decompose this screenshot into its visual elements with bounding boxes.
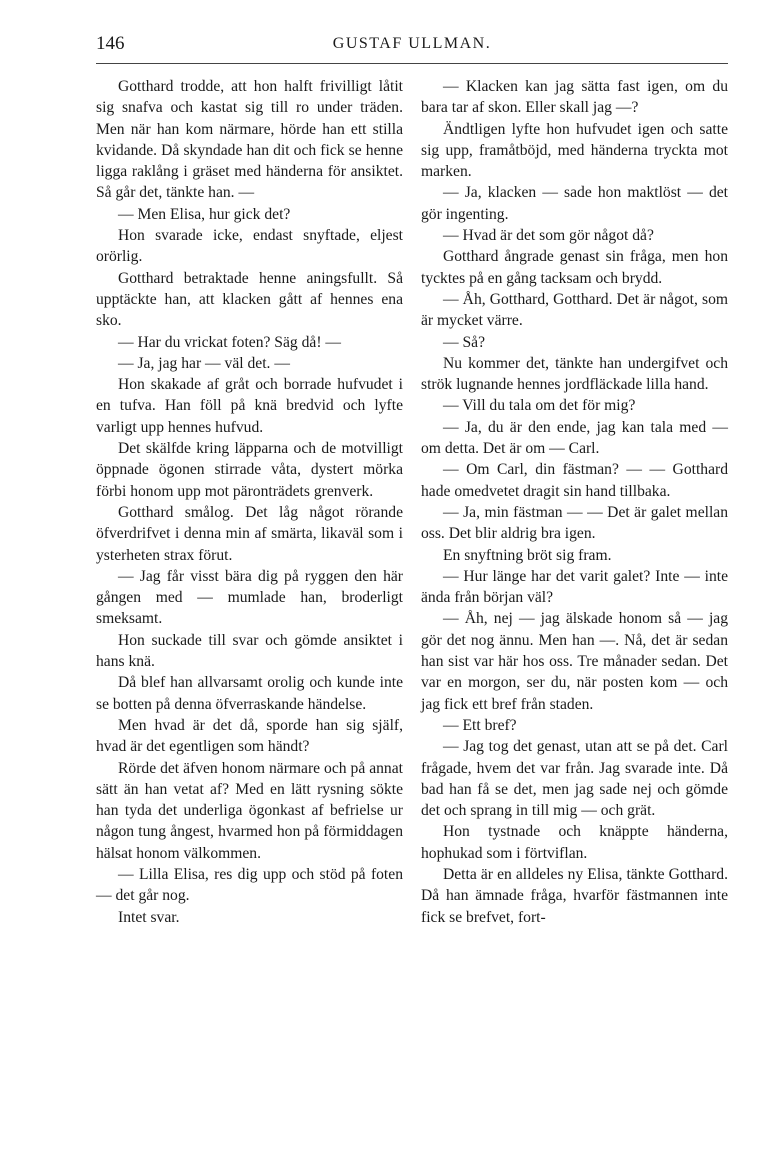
paragraph: — Hur länge har det varit galet? Inte — inte ända från början väl? — [421, 567, 728, 607]
paragraph: Ändtligen lyfte hon hufvudet igen och satte sig upp, framåtböjd, med händerna tryckta mot marken. — [421, 120, 728, 181]
paragraph: — Ja, du är den ende, jag kan tala med — om detta. Det är om — Carl. — [421, 418, 728, 458]
paragraph: Hon suckade till svar och gömde ansiktet i hans knä. — [96, 631, 403, 671]
paragraph: — Vill du tala om det för mig? — [443, 397, 636, 415]
right-text-column — [421, 76, 728, 928]
paragraph: Gotthard trodde, att hon halft frivilligt låtit sig snafva och kastat sig till ro under träden. Men när han kom närmare, hörde han ett stilla kvidande. Då skyndade han dit och fick se henne ligga raklång i gräset med händerna för ansiktet. Så går det, tänkte han. — — [96, 78, 403, 202]
left-text-column — [96, 76, 403, 928]
paragraph: Gotthard ångrade genast sin fråga, men hon tycktes på en gång tacksam och brydd. — [421, 248, 728, 287]
paragraph: — Har du vrickat foten? Säg då! — — [118, 333, 342, 351]
paragraph: — Ja, min fästman — — Det är galet mellan oss. Det blir aldrig bra igen. — [421, 503, 728, 543]
paragraph: — Jag får visst bära dig på ryggen den här gången med — mumlade han, broderligt smeksamt. — [96, 567, 403, 628]
paragraph: Hon tystnade och knäppte händerna, hophukad som i förtviflan. — [421, 823, 728, 862]
paragraph: — Ja, klacken — sade hon maktlöst — det gör ingenting. — [421, 184, 728, 223]
paragraph: — Lilla Elisa, res dig upp och stöd på foten — det går nog. — [96, 865, 403, 905]
running-head: GUSTAF ULLMAN. — [332, 35, 492, 52]
paragraph: Hon skakade af gråt och borrade hufvudet i en tufva. Han föll på knä bredvid och lyfte varligt upp hennes hufvud. — [96, 376, 403, 436]
paragraph: — Men Elisa, hur gick det? — [118, 205, 291, 223]
paragraph: — Åh, nej — jag älskade honom så — jag gör det nog ännu. Men han —. Nå, det är sedan han sist var här hos oss. Tre månader sedan. Det var en morgon, ser du, när posten kom — och jag fick ett bref från staden. — [421, 610, 728, 713]
paragraph: Då blef han allvarsamt orolig och kunde inte se botten på denna öfverraskande händelse. — [96, 674, 403, 713]
paragraph: Gotthard smålog. Det låg något rörande öfverdrifvet i denna min af smärta, likaväl som i ysterheten strax förut. — [96, 503, 403, 564]
paragraph: Nu kommer det, tänkte han undergifvet och strök lugnande hennes jordfläckade lilla hand. — [421, 354, 728, 394]
paragraph: Gotthard betraktade henne aningsfullt. Så upptäckte han, att klacken gått af hennes ena sko. — [96, 269, 403, 330]
paragraph: — Klacken kan jag sätta fast igen, om du bara tar af skon. Eller skall jag —? — [421, 78, 728, 117]
paragraph: — Ja, jag har — väl det. — — [118, 354, 290, 372]
paragraph: Det skälfde kring läpparna och de motvilligt öppnade ögonen stirrade våta, dystert mörka förbi honom upp mot päronträdets grenverk. — [96, 440, 403, 500]
paragraph: — Ett bref? — [443, 716, 517, 734]
page-number: 146 — [96, 33, 125, 54]
paragraph: Hon svarade icke, endast snyftade, eljest orörlig. — [96, 227, 403, 266]
paragraph: — Hvad är det som gör något då? — [443, 227, 654, 245]
paragraph: — Så? — [443, 333, 486, 351]
page-header — [96, 33, 728, 64]
paragraph: — Jag tog det genast, utan att se på det. Carl frågade, hvem det var från. Jag svarade inte. Då bad han få se det, men jag sade nej och gömde det och sprang in till mig — och grät. — [421, 738, 728, 820]
paragraph: Intet svar. — [118, 908, 180, 926]
paragraph: — Om Carl, din fästman? — — Gotthard hade omedvetet dragit sin hand tillbaka. — [421, 461, 728, 500]
paragraph: En snyftning bröt sig fram. — [443, 546, 612, 564]
paragraph: Rörde det äfven honom närmare och på annat sätt än han vetat af? Med en lätt rysning sökte han tyda det underliga ögonkast af befrielse ur någon tung ångest, hvarmed hon på förmiddagen hälsat honom välkommen. — [96, 759, 403, 862]
paragraph: Men hvad är det då, sporde han sig själf, hvad är det egentligen som händt? — [96, 716, 403, 756]
paragraph: Detta är en alldeles ny Elisa, tänkte Gotthard. Då han ämnade fråga, hvarför fästmannen inte fick se brefvet, fort- — [421, 865, 728, 926]
paragraph: — Åh, Gotthard, Gotthard. Det är något, som är mycket värre. — [421, 290, 728, 330]
